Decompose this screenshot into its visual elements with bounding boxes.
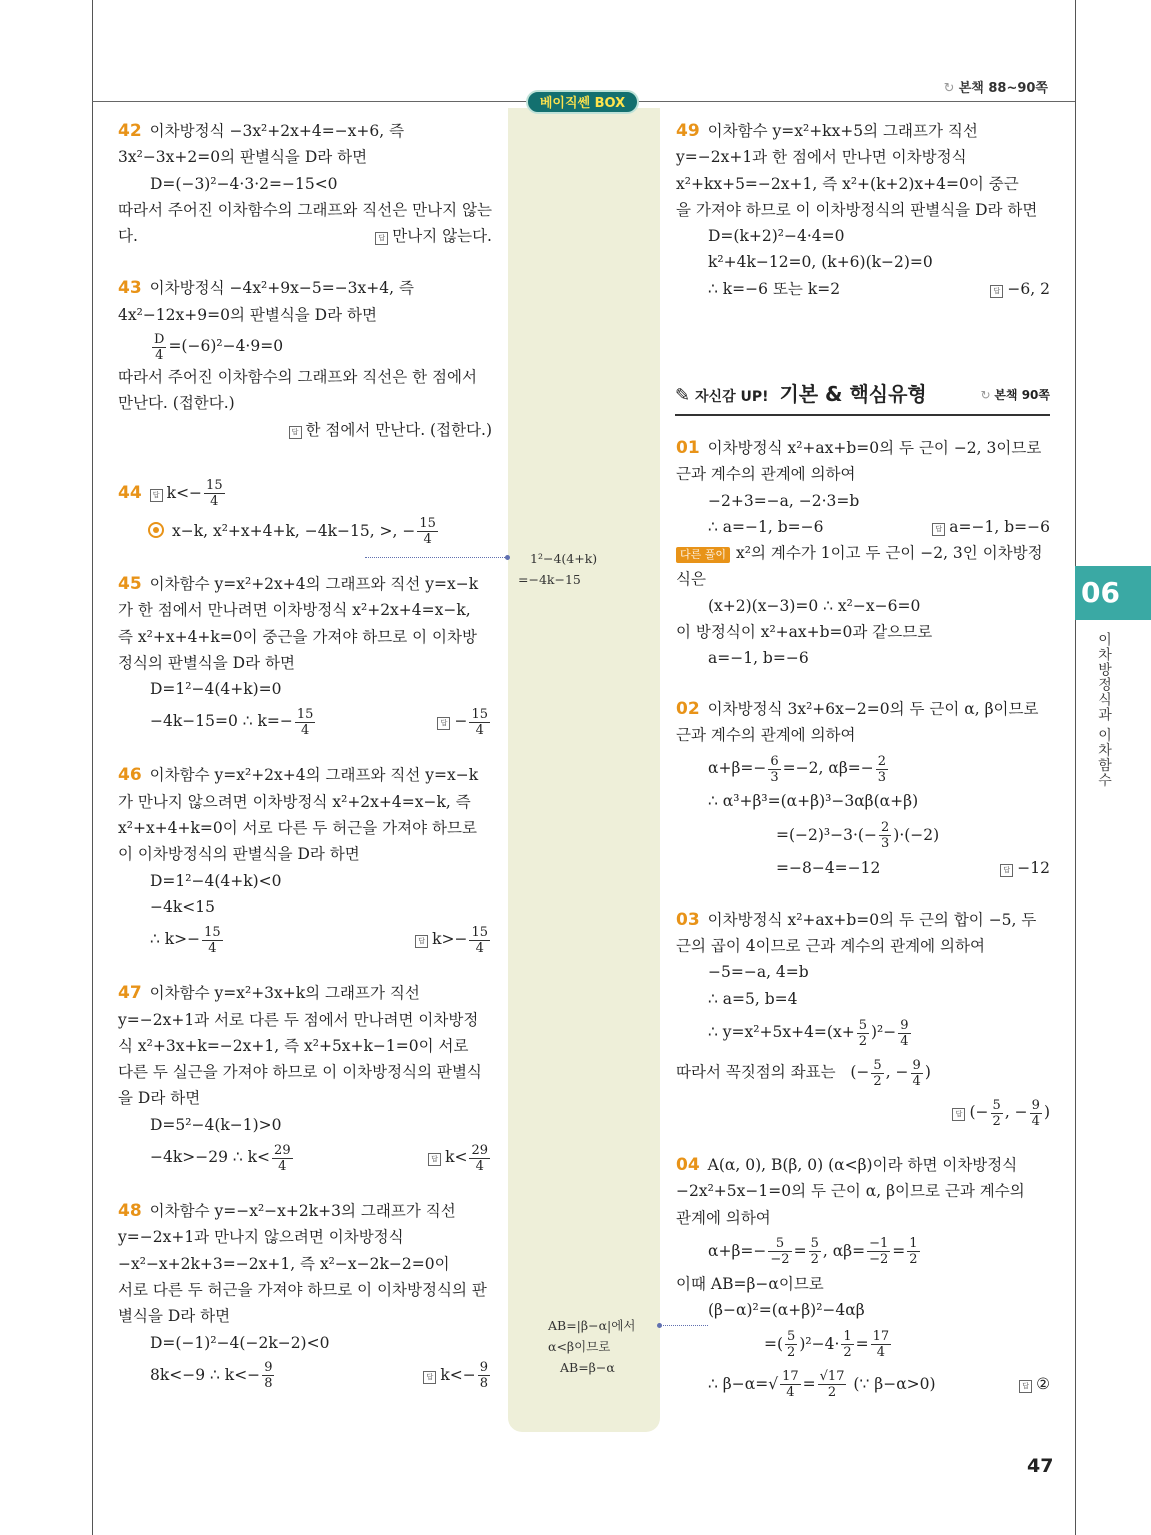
problem-43 bbox=[118, 275, 492, 301]
line: D=(−1)²−4(−2k−2)<0 bbox=[150, 1333, 330, 1352]
answer-icon: 답 bbox=[375, 232, 388, 245]
problem-47 bbox=[118, 980, 492, 1006]
spacer bbox=[118, 1176, 492, 1198]
answer-icon: 답 bbox=[1019, 1380, 1032, 1393]
denominator: 4 bbox=[278, 1158, 287, 1174]
line: 3x²−3x+2=0의 판별식을 D라 하면 bbox=[118, 148, 368, 167]
line: a=−1, b=−6 bbox=[708, 649, 809, 668]
right-margin-line bbox=[1075, 0, 1076, 1535]
line: −x²−x+2k+3=−2x+1, 즉 x²−x−2k−2=0이 bbox=[118, 1254, 450, 1273]
denominator: 2 bbox=[787, 1345, 796, 1361]
numerator: 15 bbox=[471, 924, 488, 940]
other-solution-tag: 다른 풀이 bbox=[676, 547, 730, 563]
line bbox=[118, 920, 492, 958]
answer-text: k<− bbox=[440, 1365, 476, 1384]
basic-box-column bbox=[508, 108, 660, 1432]
answer-49 bbox=[990, 276, 1050, 302]
denominator: 4 bbox=[876, 1345, 886, 1361]
line: 별식을 D라 하면 bbox=[118, 1307, 231, 1326]
problem-number: 01 bbox=[676, 438, 700, 458]
line bbox=[676, 514, 1050, 540]
line: 이때 AB=β−α이므로 bbox=[676, 1274, 824, 1293]
problem-49 bbox=[676, 118, 1050, 144]
answer-icon: 답 bbox=[952, 1108, 965, 1121]
line-text: 8k<−9 ∴ k<− bbox=[150, 1365, 261, 1384]
line bbox=[676, 540, 1050, 566]
line-text: ∴ k=−6 또는 k=2 bbox=[708, 279, 841, 298]
answer-text: 한 점에서 만난다. (접한다.) bbox=[305, 420, 492, 439]
line-text: x−k, x²+x+4+k, −4k−15, >, − bbox=[172, 521, 416, 540]
numerator: 9 bbox=[912, 1057, 921, 1073]
leader-dot bbox=[657, 1323, 662, 1328]
side-note-line: 1²−4(4+k) bbox=[530, 551, 598, 566]
line: 식은 bbox=[676, 570, 706, 589]
answer-icon: 답 bbox=[437, 717, 450, 730]
problem-number: 42 bbox=[118, 121, 142, 141]
denominator: 8 bbox=[264, 1376, 273, 1392]
chapter-title: 이차방정식과 이차함수 bbox=[1096, 632, 1112, 788]
numerator: 15 bbox=[471, 706, 488, 722]
line-text: ∴ k>− bbox=[150, 930, 201, 949]
numerator: −1 bbox=[869, 1236, 889, 1252]
line bbox=[118, 417, 492, 443]
denominator: 4 bbox=[475, 722, 484, 738]
header-reference: ↻ 본책 88~90쪽 bbox=[943, 81, 1048, 96]
fraction bbox=[469, 707, 490, 738]
refresh-icon: ↻ bbox=[980, 388, 991, 402]
fraction bbox=[469, 925, 490, 956]
fraction bbox=[780, 1369, 801, 1400]
chapter-tab: 06 bbox=[1075, 566, 1151, 620]
line: 을 D라 하면 bbox=[118, 1089, 201, 1108]
fraction bbox=[1030, 1098, 1042, 1129]
section-main-title: 기본 & 핵심유형 bbox=[779, 382, 927, 406]
section-header bbox=[675, 378, 1050, 416]
side-note-line: AB=β−α bbox=[560, 1360, 615, 1375]
fraction bbox=[898, 1018, 910, 1049]
line: =(−2)³−3·(− $\frac{2}{3}$ )·(−2) bbox=[776, 820, 940, 852]
line: 서로 다른 두 허근을 가져야 하므로 이 이차방정식의 판 bbox=[118, 1280, 487, 1299]
answer-02 bbox=[1000, 855, 1050, 881]
line: D=1²−4(4+k)=0 bbox=[150, 680, 282, 699]
spacer bbox=[118, 740, 492, 762]
fraction bbox=[469, 1143, 490, 1174]
line: 관계에 의하여 bbox=[676, 1208, 771, 1227]
spacer bbox=[118, 958, 492, 980]
line-text: ∴ β−α= bbox=[708, 1374, 769, 1393]
problem-02 bbox=[676, 696, 1050, 722]
line: 따라서 주어진 이차함수의 그래프와 직선은 만나지 않는 bbox=[118, 200, 492, 219]
line: −2+3=−a, −2·3=b bbox=[708, 491, 860, 510]
numerator: 1 bbox=[909, 1236, 918, 1252]
line-text: 따라서 꼭짓점의 좌표는 bbox=[676, 1063, 836, 1082]
line: 이차방정식 x²+ax+b=0의 두 근이 −2, 3이므로 bbox=[707, 439, 1042, 457]
line-text: =−8−4=−12 bbox=[776, 858, 881, 877]
fraction bbox=[857, 1018, 869, 1049]
numerator: 17 bbox=[872, 1329, 890, 1345]
numerator: 5 bbox=[787, 1329, 796, 1345]
answer-01 bbox=[932, 514, 1050, 540]
problem-42 bbox=[118, 118, 492, 144]
denominator: 2 bbox=[810, 1252, 819, 1268]
line: 이차방정식 −4x²+9x−5=−3x+4, 즉 bbox=[149, 279, 414, 298]
denominator: 4 bbox=[423, 532, 432, 548]
denominator: 2 bbox=[858, 1033, 867, 1049]
line bbox=[676, 748, 1050, 788]
numerator: 5 bbox=[810, 1236, 819, 1252]
numerator: 15 bbox=[419, 516, 436, 532]
problem-number: 43 bbox=[118, 278, 142, 299]
line: 근의 곱이 4이므로 근과 계수의 관계에 의하여 bbox=[676, 937, 985, 956]
side-note-line: α<β이므로 bbox=[548, 1339, 611, 1354]
line: (β−α)²=(α+β)²−4αβ bbox=[708, 1301, 865, 1320]
fraction bbox=[818, 1369, 847, 1400]
fraction bbox=[871, 1329, 892, 1360]
line: x²+kx+5=−2x+1, 즉 x²+(k+2)x+4=0이 중근 bbox=[676, 174, 1019, 193]
denominator: 4 bbox=[1031, 1113, 1040, 1129]
line: y=−2x+1과 서로 다른 두 점에서 만나려면 이차방정 bbox=[118, 1010, 479, 1029]
line bbox=[676, 276, 1050, 302]
line: 이 이차방정식의 판별식을 D라 하면 bbox=[118, 845, 360, 864]
fraction bbox=[907, 1236, 919, 1267]
line: D=1²−4(4+k)<0 bbox=[150, 871, 282, 890]
line: 이차함수 y=x²+kx+5의 그래프가 직선 bbox=[707, 122, 978, 140]
leader-dot bbox=[505, 555, 510, 560]
fraction bbox=[272, 1143, 293, 1174]
answer-icon: 답 bbox=[150, 489, 163, 502]
line-text: =(−6)²−4·9=0 bbox=[168, 337, 284, 356]
line: D=(−3)²−4·3·2=−15<0 bbox=[150, 174, 338, 193]
answer-47 bbox=[428, 1138, 492, 1176]
line: 만난다. (접한다.) bbox=[118, 394, 235, 413]
denominator: 2 bbox=[843, 1345, 852, 1361]
denominator: 4 bbox=[208, 940, 217, 956]
line: 정식의 판별식을 D라 하면 bbox=[118, 653, 295, 672]
denominator: 8 bbox=[479, 1376, 488, 1392]
fraction bbox=[879, 820, 891, 851]
problem-number: 46 bbox=[118, 765, 142, 786]
numerator: 15 bbox=[204, 924, 221, 940]
fraction bbox=[871, 1058, 883, 1089]
numerator: 15 bbox=[296, 706, 314, 722]
fraction bbox=[417, 516, 438, 547]
line bbox=[118, 702, 492, 740]
line-text: −4k>−29 ∴ k< bbox=[150, 1148, 271, 1167]
line: 이차함수 y=x²+3x+k의 그래프가 직선 bbox=[149, 984, 420, 1003]
answer-45 bbox=[437, 702, 492, 740]
line: 이차방정식 x²+ax+b=0의 두 근의 합이 −5, 두 bbox=[707, 910, 1037, 929]
answer-icon: 답 bbox=[423, 1371, 436, 1384]
answer-icon: 답 bbox=[932, 523, 945, 536]
page-number: 47 bbox=[1027, 1455, 1054, 1477]
line: k²+4k−12=0, (k+6)(k−2)=0 bbox=[708, 253, 933, 272]
fraction bbox=[262, 1360, 274, 1391]
fraction bbox=[202, 925, 223, 956]
problem-number: 45 bbox=[118, 573, 142, 594]
fraction bbox=[478, 1360, 490, 1391]
answer-text: a=−1, b=−6 bbox=[949, 517, 1050, 536]
problem-number: 04 bbox=[676, 1155, 700, 1176]
answer-text: 만나지 않는다. bbox=[392, 227, 492, 246]
line bbox=[118, 1138, 492, 1176]
denominator: 2 bbox=[909, 1252, 918, 1268]
line-text: α+β=− bbox=[708, 1241, 767, 1260]
line: 식 x²+3x+k=−2x+1, 즉 x²+5x+k−1=0이 서로 bbox=[118, 1036, 469, 1055]
denominator: 2 bbox=[992, 1113, 1001, 1129]
answer-icon: 답 bbox=[1000, 864, 1013, 877]
problem-number: 02 bbox=[676, 698, 700, 719]
line: ∴ a=5, b=4 bbox=[708, 989, 798, 1008]
problem-46 bbox=[118, 762, 492, 788]
numerator: 5 bbox=[858, 1017, 867, 1033]
line: 근과 계수의 관계에 의하여 bbox=[676, 725, 856, 744]
fraction bbox=[768, 1236, 791, 1267]
pencil-icon: ✎ bbox=[675, 385, 691, 406]
numerator: 15 bbox=[206, 478, 223, 494]
line-text: ·(−2) bbox=[899, 825, 940, 844]
line: 이차함수 y=−x²−x+2k+3의 그래프가 직선 bbox=[149, 1202, 456, 1221]
problem-48 bbox=[118, 1198, 492, 1224]
answer-text: − bbox=[454, 712, 468, 731]
denominator: 3 bbox=[877, 769, 887, 785]
denominator: 4 bbox=[786, 1385, 795, 1401]
line-text: 다. bbox=[118, 227, 138, 246]
numerator: 17 bbox=[782, 1369, 799, 1385]
line: 다른 두 실근을 가져야 하므로 이 이차방정식의 판별식 bbox=[118, 1063, 482, 1082]
fraction bbox=[991, 1098, 1003, 1129]
fraction bbox=[204, 478, 225, 509]
numerator: 9 bbox=[479, 1360, 488, 1376]
answer-48 bbox=[423, 1356, 492, 1394]
line-text: =−2, αβ=− bbox=[782, 759, 874, 778]
line: 즉 x²+x+4+k=0이 중근을 가져야 하므로 이 이차방 bbox=[118, 627, 477, 646]
left-margin-line bbox=[92, 0, 93, 1535]
line: y=−2x+1과 한 점에서 만나면 이차방정식 bbox=[676, 148, 967, 167]
side-note-04 bbox=[548, 1315, 635, 1378]
line-text: ∴ y=x²+5x+4= bbox=[708, 1023, 827, 1042]
line: (x+2)(x−3)=0 ∴ x²−x−6=0 bbox=[708, 596, 921, 615]
side-note-line: AB=|β−α|에서 bbox=[548, 1318, 636, 1333]
problem-number: 44 bbox=[118, 482, 142, 503]
fraction bbox=[768, 754, 780, 785]
answer-text: −12 bbox=[1017, 858, 1050, 877]
line: ∴ β−α=√ $\frac{17}{4}$ = $\frac{√17}{2}$ (∵ β−α>0) 답 ② bbox=[676, 1364, 1050, 1404]
numerator: 1 bbox=[843, 1329, 852, 1345]
line-text: k<− bbox=[166, 483, 203, 502]
line: −2x²+5x−1=0의 두 근이 α, β이므로 근과 계수의 bbox=[676, 1182, 1025, 1201]
spacer bbox=[676, 672, 1050, 696]
answer-text: k>− bbox=[432, 930, 468, 949]
problem-number: 49 bbox=[676, 121, 700, 141]
denominator: 4 bbox=[912, 1073, 921, 1089]
box-title: 베이직쎈 BOX bbox=[526, 90, 639, 114]
spacer bbox=[118, 443, 492, 475]
denominator: 4 bbox=[900, 1033, 909, 1049]
answer-text: k< bbox=[445, 1148, 468, 1167]
fraction bbox=[841, 1329, 853, 1360]
line-text: x²의 계수가 1이고 두 근이 −2, 3인 이차방정 bbox=[736, 544, 1043, 563]
line-text: =(−2)³−3· bbox=[776, 825, 858, 844]
fraction bbox=[876, 754, 888, 785]
problem-number: 48 bbox=[118, 1201, 142, 1222]
line: ∴ y=x²+5x+4=(x+ $\frac{5}{2}$ )²− $\frac{9}{4}$ bbox=[708, 1017, 909, 1049]
answer-04 bbox=[1019, 1364, 1050, 1404]
numerator: 9 bbox=[264, 1360, 273, 1376]
line: α+β=− $\frac{5}{-2}$ = $\frac{5}{2}$ , αβ= $\frac{-1}{-2}$ = $\frac{1}{2}$ bbox=[708, 1236, 918, 1268]
answer-text: ② bbox=[1036, 1374, 1050, 1393]
line: 따라서 꼭짓점의 좌표는 (− $\frac{5}{2}$ , − $\frac{9}{4}$ ) bbox=[676, 1057, 931, 1089]
denominator: 2 bbox=[873, 1073, 882, 1089]
numerator: √17 bbox=[819, 1369, 845, 1385]
fraction bbox=[785, 1329, 797, 1360]
side-note-44 bbox=[518, 548, 598, 590]
line bbox=[118, 1356, 492, 1394]
line: 4x²−12x+9=0의 판별식을 D라 하면 bbox=[118, 305, 377, 324]
line-text: (∵ β−α>0) bbox=[853, 1374, 936, 1393]
line-text: α+β=− bbox=[708, 759, 767, 778]
numerator: 5 bbox=[873, 1057, 882, 1073]
line: 이차함수 y=x²+2x+4의 그래프와 직선 y=x−k bbox=[149, 574, 479, 593]
fraction bbox=[152, 332, 166, 363]
numerator: 2 bbox=[880, 820, 890, 836]
spacer bbox=[118, 249, 492, 275]
denominator: −2 bbox=[770, 1252, 790, 1268]
numerator: 6 bbox=[770, 753, 779, 769]
fraction bbox=[809, 1236, 821, 1267]
numerator: 5 bbox=[992, 1097, 1001, 1113]
denominator: 4 bbox=[301, 722, 310, 738]
line: 이 방정식이 x²+ax+b=0과 같으므로 bbox=[676, 623, 933, 642]
answer-46 bbox=[415, 920, 492, 958]
line: D=(k+2)²−4·4=0 bbox=[708, 227, 845, 246]
numerator: 5 bbox=[768, 1236, 791, 1252]
section-prefix: 자신감 UP! bbox=[695, 389, 769, 405]
line: 이차방정식 3x²+6x−2=0의 두 근이 α, β이므로 bbox=[707, 699, 1039, 718]
problem-04 bbox=[676, 1152, 1050, 1178]
denominator: 2 bbox=[827, 1385, 837, 1401]
spacer bbox=[676, 881, 1050, 907]
line bbox=[118, 511, 492, 551]
fraction bbox=[911, 1058, 923, 1089]
line: D=5²−4(k−1)>0 bbox=[150, 1115, 282, 1134]
denominator: 4 bbox=[475, 940, 484, 956]
problem-03 bbox=[676, 907, 1050, 933]
line: 가 한 점에서 만나려면 이차방정식 x²+2x+4=x−k, bbox=[118, 601, 471, 620]
answer-42 bbox=[375, 223, 492, 249]
problem-number: 47 bbox=[118, 983, 142, 1004]
line: 이차방정식 −3x²+2x+4=−x+6, 즉 bbox=[149, 122, 405, 140]
line-text: ∴ a=−1, b=−6 bbox=[708, 517, 824, 536]
line bbox=[118, 223, 492, 249]
answer-text: −6, 2 bbox=[1007, 279, 1050, 298]
denominator: 4 bbox=[475, 1158, 484, 1174]
answer-icon: 답 bbox=[289, 426, 302, 439]
answer-03: 답 (− $\frac{5}{2}$ , − $\frac{9}{4}$ ) bbox=[676, 1092, 1050, 1132]
line: 근과 계수의 관계에 의하여 bbox=[676, 465, 856, 484]
problem-44 bbox=[118, 475, 492, 511]
line: 이차함수 y=x²+2x+4의 그래프와 직선 y=x−k bbox=[149, 766, 479, 785]
numerator: 2 bbox=[877, 753, 887, 769]
denominator: 4 bbox=[210, 494, 219, 510]
spacer bbox=[118, 551, 492, 571]
problem-45 bbox=[118, 571, 492, 597]
problem-01 bbox=[676, 435, 1050, 461]
line: A(α, 0), B(β, 0) (α<β)이라 하면 이차방정식 bbox=[707, 1156, 1018, 1175]
numerator: 29 bbox=[274, 1142, 291, 1158]
line: 을 가져야 하므로 이 이차방정식의 판별식을 D라 하면 bbox=[676, 200, 1038, 219]
line: 따라서 주어진 이차함수의 그래프와 직선은 한 점에서 bbox=[118, 368, 477, 387]
side-note-line: =−4k−15 bbox=[518, 572, 581, 587]
line: −4k<15 bbox=[150, 897, 215, 916]
line: −5=−a, 4=b bbox=[708, 963, 809, 982]
fraction bbox=[295, 707, 316, 738]
left-column bbox=[118, 118, 492, 1394]
line: y=−2x+1과 만나지 않으려면 이차방정식 bbox=[118, 1228, 404, 1247]
denominator: 3 bbox=[880, 836, 890, 852]
refresh-icon: ↻ bbox=[943, 81, 955, 96]
answer-icon: 답 bbox=[428, 1153, 441, 1166]
spacer bbox=[676, 1132, 1050, 1152]
line: =( $\frac{5}{2}$ )²−4· $\frac{1}{2}$ = $\frac{17}{4}$ bbox=[764, 1329, 890, 1361]
line bbox=[676, 855, 1050, 881]
line: ∴ α³+β³=(α+β)³−3αβ(α+β) bbox=[708, 792, 919, 811]
numerator: 9 bbox=[900, 1017, 909, 1033]
answer-icon: 답 bbox=[990, 285, 1003, 298]
right-column-bottom bbox=[676, 435, 1050, 1404]
line-text: −4k−15=0 ∴ k=− bbox=[150, 712, 293, 731]
line: x²+x+4+k=0이 서로 다른 두 허근을 가져야 하므로 bbox=[118, 819, 477, 838]
ref-text: 본책 90쪽 bbox=[994, 388, 1050, 402]
denominator: 4 bbox=[155, 347, 164, 363]
fraction bbox=[867, 1236, 890, 1267]
line bbox=[118, 328, 492, 364]
section-ref bbox=[980, 386, 1050, 403]
numerator: D bbox=[154, 331, 165, 347]
line: 가 만나지 않으려면 이차방정식 x²+2x+4=x−k, 즉 bbox=[118, 792, 471, 811]
answer-icon: 답 bbox=[415, 935, 428, 948]
numerator: 29 bbox=[471, 1142, 488, 1158]
denominator: 3 bbox=[770, 769, 779, 785]
target-icon bbox=[148, 522, 164, 538]
numerator: 9 bbox=[1031, 1097, 1040, 1113]
denominator: −2 bbox=[869, 1252, 889, 1268]
problem-number: 03 bbox=[676, 909, 700, 930]
right-column-top bbox=[676, 118, 1050, 302]
